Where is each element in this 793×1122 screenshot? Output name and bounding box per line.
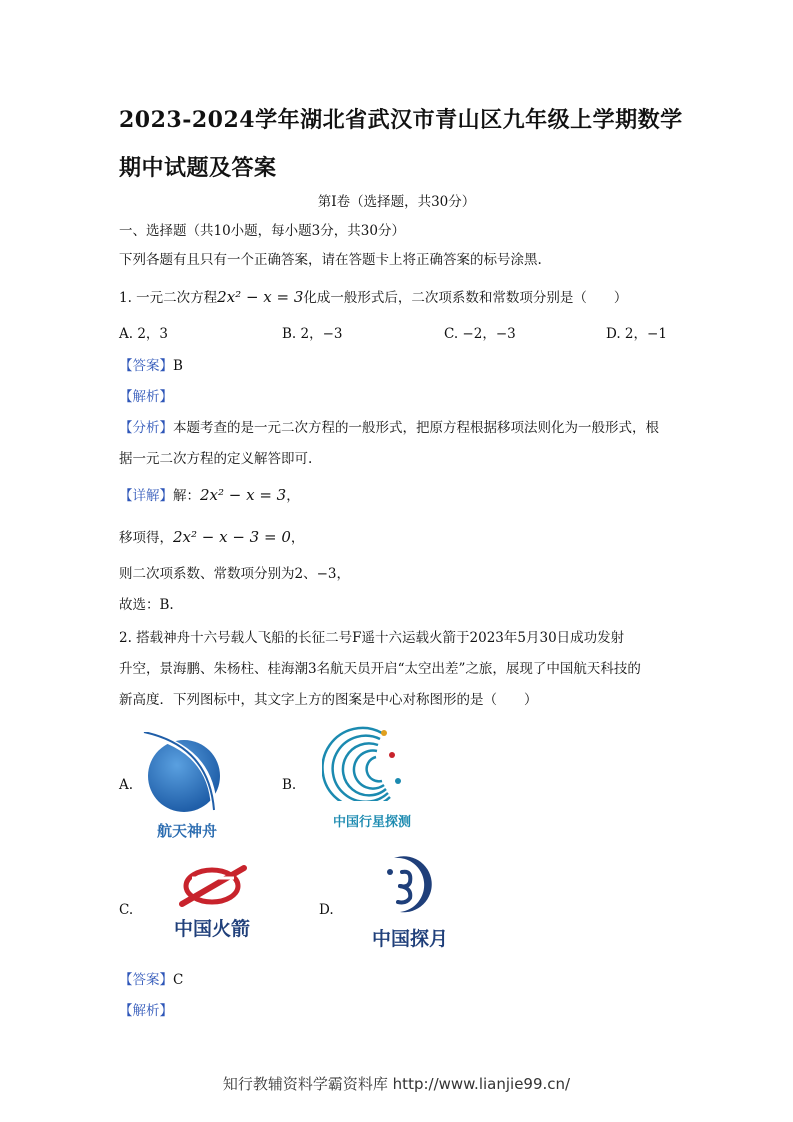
page-title: 2023-2024学年湖北省武汉市青山区九年级上学期数学期中试题及答案	[119, 107, 683, 181]
lunar-logo	[360, 852, 460, 948]
q2-option-d-label: D.	[319, 902, 334, 918]
q2-option-b-label: B.	[282, 777, 297, 793]
rocket-logo	[162, 864, 262, 944]
q2-analysis-tag: 【解析】	[119, 1003, 173, 1019]
q1-stem	[119, 286, 627, 306]
rocket-swoosh-icon	[162, 864, 262, 908]
lunar-caption: 中国探月	[371, 928, 448, 950]
q2-line3: 新高度．下列图标中，其文字上方的图案是中心对称图形的是（ ）	[119, 692, 538, 708]
q2-line1: 2. 搭载神舟十六号载人飞船的长征二号F遥十六运载火箭于2023年5月30日成功发射	[119, 630, 625, 646]
q1-fenxi-tag: 【分析】	[119, 420, 173, 436]
planetary-caption: 中国行星探测	[332, 815, 411, 830]
q1-analysis-tag: 【解析】	[119, 389, 173, 405]
planetary-arcs-icon	[322, 725, 422, 801]
q1-detail-post: ，	[286, 488, 300, 504]
q1-stem-pre: 1. 一元二次方程	[119, 290, 218, 306]
instructions: 下列各题有且只有一个正确答案，请在答题卡上将正确答案的标号涂黑.	[119, 252, 542, 268]
q1-fenxi-line1	[119, 416, 659, 436]
q2-option-c-label: C.	[119, 902, 134, 918]
q1-answer-value: B	[173, 358, 183, 374]
q2-line2: 升空，景海鹏、朱杨柱、桂海潮3名航天员开启“太空出差”之旅，展现了中国航天科技的	[119, 661, 641, 677]
rocket-caption: 中国火箭	[173, 918, 250, 940]
q1-stem-post: 化成一般形式后，二次项系数和常数项分别是（ ）	[303, 290, 628, 306]
q1-detail2-post: ，	[290, 530, 305, 546]
planetary-logo	[322, 725, 422, 835]
page-footer: 知行教辅资料学霸资料库 http://www.lianjie99.cn/	[222, 1075, 571, 1093]
shenzhou-sphere-icon	[142, 732, 232, 812]
q1-option-c: C. −2，−3	[444, 326, 516, 342]
q1-detail2-pre: 移项得，	[119, 530, 173, 546]
q1-detail-line2	[119, 526, 304, 546]
q1-option-a: A. 2，3	[119, 326, 169, 342]
q2-answer	[119, 968, 183, 988]
q1-option-b: B. 2，−3	[282, 326, 343, 342]
q1-answer	[119, 354, 183, 374]
q1-detail-line3: 则二次项系数、常数项分别为2、−3，	[119, 566, 350, 582]
q1-answer-tag: 【答案】	[119, 358, 173, 374]
shenzhou-caption: 航天神舟	[156, 822, 217, 840]
lunar-crescent-icon	[360, 852, 460, 916]
q1-detail-eq: 2x² − x = 3	[200, 486, 287, 504]
q1-equation: 2x² − x = 3	[217, 288, 304, 306]
q2-answer-tag: 【答案】	[119, 972, 173, 988]
q1-detail-tag: 【详解】	[119, 488, 173, 504]
q1-detail-pre: 解：	[173, 488, 200, 504]
q1-option-d: D. 2，−1	[606, 326, 667, 342]
q1-fenxi-line2: 据一元二次方程的定义解答即可.	[119, 451, 313, 467]
section-header: 第I卷（选择题，共30分）	[317, 194, 476, 210]
shenzhou-logo	[142, 732, 232, 842]
q1-detail2-eq: 2x² − x − 3 = 0	[173, 528, 291, 546]
q2-answer-value: C	[173, 972, 184, 988]
q1-fenxi-text1: 本题考查的是一元二次方程的一般形式，把原方程根据移项法则化为一般形式，根	[173, 420, 659, 436]
q1-detail-line1	[119, 484, 300, 504]
part-heading: 一、选择题（共10小题，每小题3分，共30分）	[119, 223, 405, 239]
q1-detail-line4: 故选：B.	[119, 597, 174, 613]
q2-option-a-label: A.	[119, 777, 134, 793]
